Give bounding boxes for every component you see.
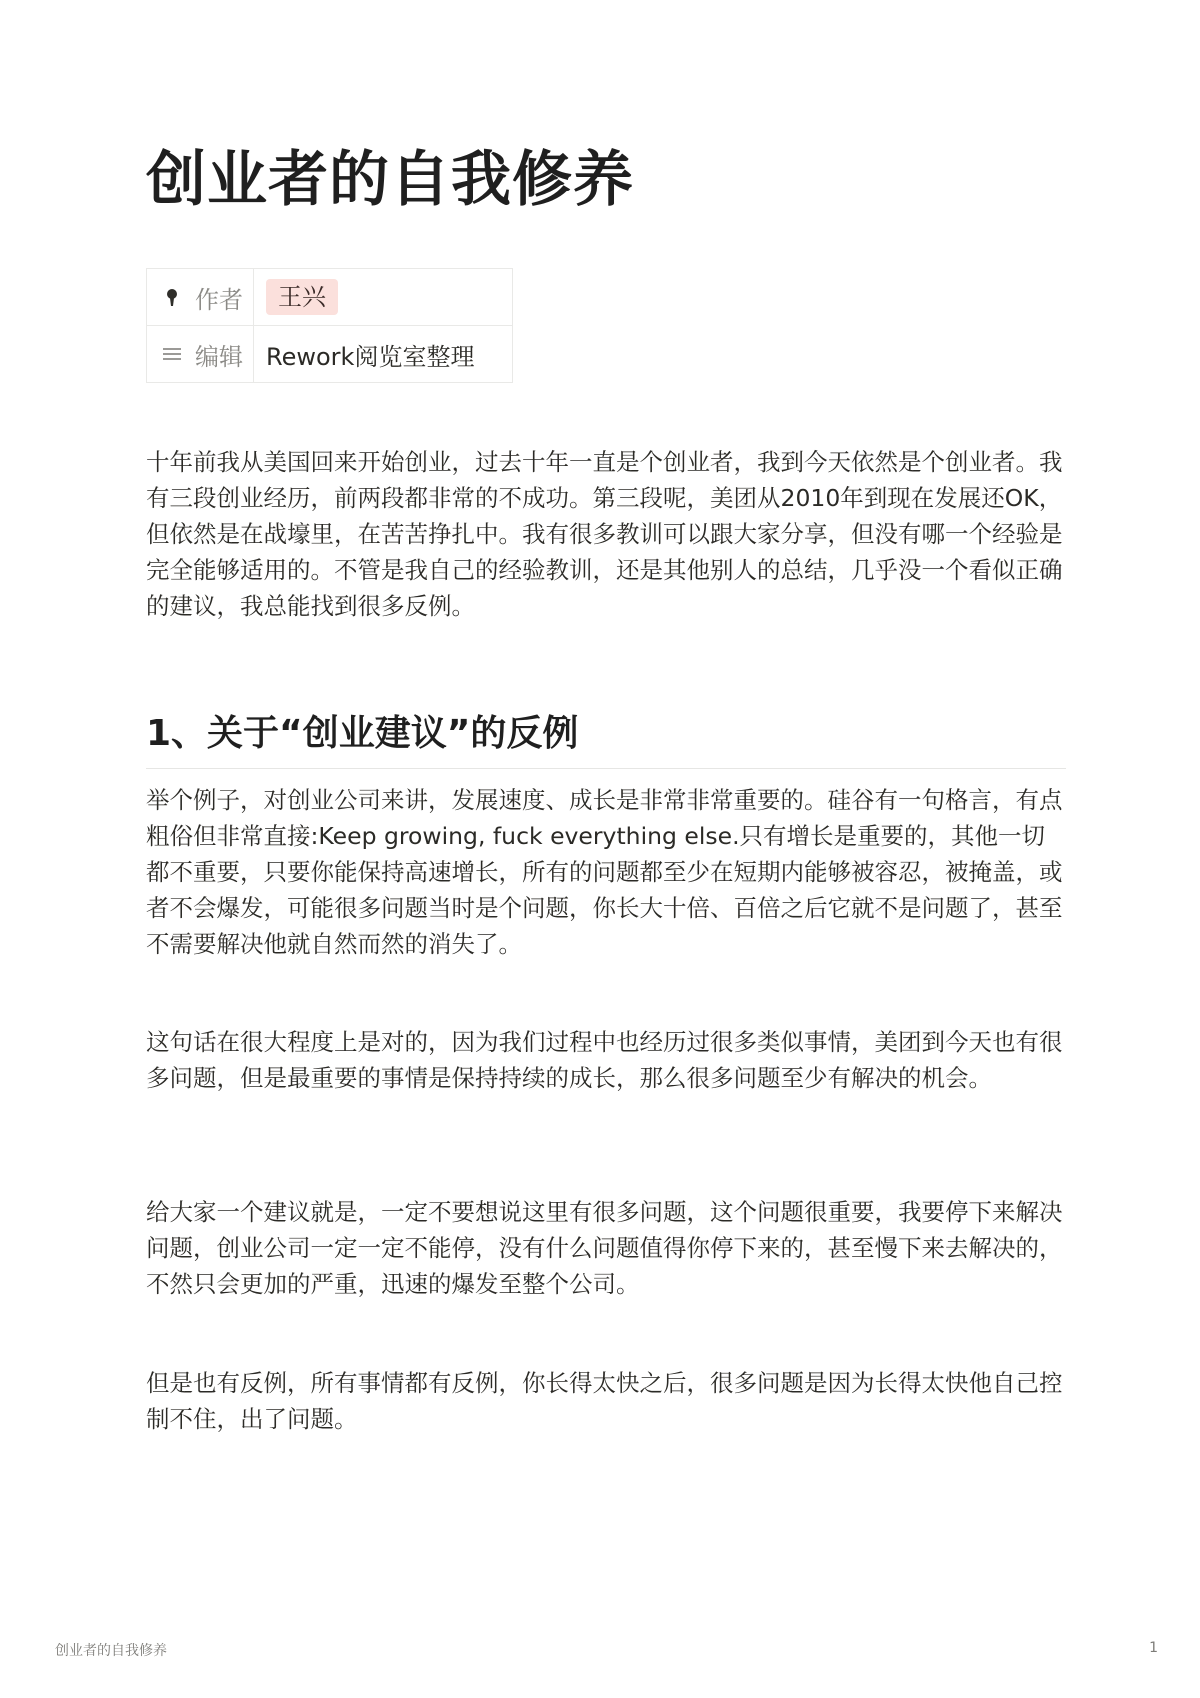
properties-table	[146, 268, 513, 383]
body-paragraph: 这句话在很大程度上是对的，因为我们过程中也经历过很多类似事情，美团到今天也有很多问题，但是最重要的事情是保持持续的成长，那么很多问题至少有解决的机会。	[146, 1028, 1063, 1092]
property-row-editor	[147, 326, 513, 383]
property-key-label: 编辑	[195, 342, 243, 371]
section-heading: 1、关于“创业建议”的反例	[146, 708, 1066, 769]
footer-title: 创业者的自我修养	[55, 1643, 167, 1659]
author-tag[interactable]: 王兴	[266, 279, 338, 315]
footer-page-number: 1	[1149, 1640, 1158, 1656]
property-row-author	[147, 269, 513, 326]
property-value-editor[interactable]: Rework阅览室整理	[254, 326, 513, 383]
body-paragraph: 举个例子，对创业公司来讲，发展速度、成长是非常非常重要的。硅谷有一句格言，有点粗俗但非常直接:Keep growing, fuck everything else.只有增长是重要的，其他一切都不重要，只要你能保持高速增长，所有的问题都至少在短期内能够被容忍，被掩盖，或者不会爆发，可能很多问题当时是个问题，你长大十倍、百倍之后它就不是问题了，甚至不需要解决他就自然而然的消失了。	[146, 786, 1063, 958]
body-paragraph: 给大家一个建议就是，一定不要想说这里有很多问题，这个问题很重要，我要停下来解决问题，创业公司一定一定不能停，没有什么问题值得你停下来的，甚至慢下来去解决的，不然只会更加的严重，迅速的爆发至整个公司。	[146, 1198, 1063, 1298]
property-key-author	[147, 269, 254, 326]
person-icon	[161, 286, 183, 308]
property-key-editor	[147, 326, 254, 383]
body-paragraph: 但是也有反例，所有事情都有反例，你长得太快之后，很多问题是因为长得太快他自己控制不住，出了问题。	[146, 1369, 1063, 1433]
text-lines-icon	[161, 343, 183, 365]
property-key-label: 作者	[195, 285, 243, 314]
page-title: 创业者的自我修养	[146, 145, 634, 215]
property-value-author[interactable]	[254, 269, 513, 326]
intro-paragraph: 十年前我从美国回来开始创业，过去十年一直是个创业者，我到今天依然是个创业者。我有三段创业经历，前两段都非常的不成功。第三段呢，美团从2010年到现在发展还OK，但依然是在战壕里，在苦苦挣扎中。我有很多教训可以跟大家分享，但没有哪一个经验是完全能够适用的。不管是我自己的经验教训，还是其他别人的总结，几乎没一个看似正确的建议，我总能找到很多反例。	[146, 448, 1063, 620]
